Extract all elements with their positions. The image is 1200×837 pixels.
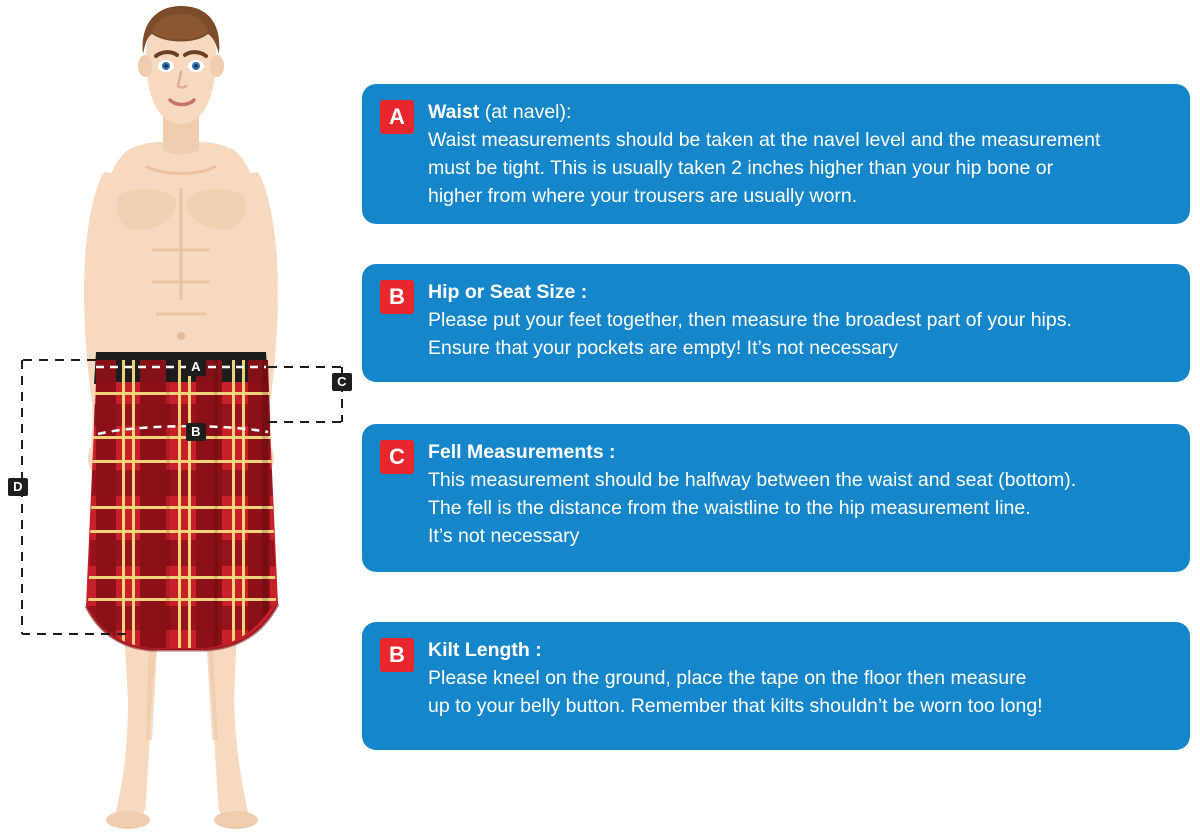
marker-c: C <box>332 373 352 391</box>
card-badge-c: C <box>380 440 414 474</box>
card-line: up to your belly button. Remember that kilts shouldn’t be worn too long! <box>428 695 1043 717</box>
instruction-card-waist <box>362 84 1190 224</box>
card-line: The fell is the distance from the waistline to the hip measurement line. <box>428 497 1031 519</box>
man-kilt-svg <box>0 0 360 832</box>
card-body-hip <box>428 278 1072 362</box>
instruction-card-kilt-length <box>362 622 1190 750</box>
kilt <box>80 360 290 660</box>
card-title-fell: Fell Measurements : <box>428 441 616 463</box>
card-badge-a: A <box>380 100 414 134</box>
card-line: Please put your feet together, then measure the broadest part of your hips. <box>428 309 1072 331</box>
card-line: This measurement should be halfway between the waist and seat (bottom). <box>428 469 1077 491</box>
card-line: Ensure that your pockets are empty! It’s not necessary <box>428 337 899 359</box>
card-title-hip: Hip or Seat Size : <box>428 281 588 303</box>
instruction-cards <box>362 0 1200 832</box>
card-line: It’s not necessary <box>428 525 580 547</box>
marker-a: A <box>186 358 206 376</box>
card-body-fell <box>428 438 1076 550</box>
instruction-card-fell <box>362 424 1190 572</box>
card-line: Waist measurements should be taken at the navel level and the measurement <box>428 129 1101 151</box>
marker-b: B <box>186 423 206 441</box>
card-title-tail-waist: (at navel): <box>479 101 572 123</box>
card-body-waist <box>428 98 1100 210</box>
card-body-kilt-length <box>428 636 1043 720</box>
card-line: Please kneel on the ground, place the tape on the floor then measure <box>428 667 1027 689</box>
card-badge-b-2: B <box>380 638 414 672</box>
head <box>138 6 224 155</box>
card-badge-b: B <box>380 280 414 314</box>
card-title-kilt-length: Kilt Length : <box>428 639 542 661</box>
card-title-waist: Waist <box>428 101 480 123</box>
instruction-card-hip <box>362 264 1190 382</box>
figure-illustration <box>0 0 360 832</box>
marker-d: D <box>8 478 28 496</box>
card-line: must be tight. This is usually taken 2 inches higher than your hip bone or <box>428 157 1054 179</box>
card-line: higher from where your trousers are usually worn. <box>428 185 858 207</box>
